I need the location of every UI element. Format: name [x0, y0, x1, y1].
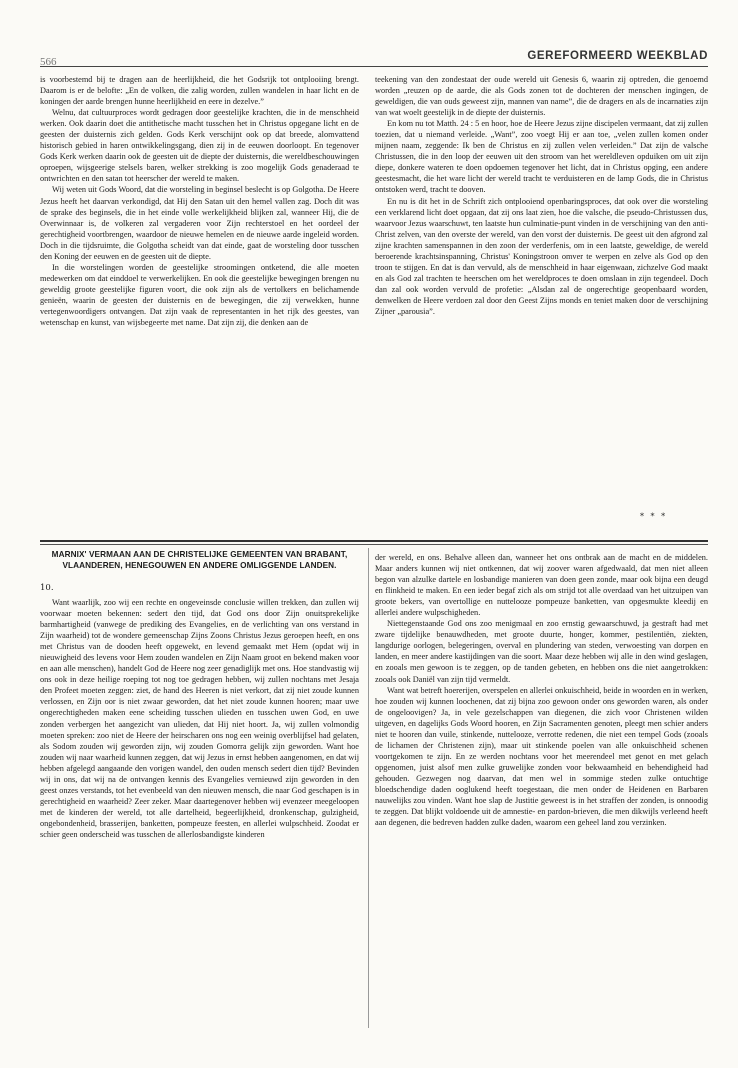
paragraph: En nu is dit het in de Schrift zich ontplooiend openbaringsproces, dat ook over die worsteling een verklarend licht doet opgaan, dat zij ons laat zien, hoe die valsche, die pseudo-Christussen dus, waarvoor Jezus waarschuwt, ten laatste hun culminatie-punt vinden in de verschijning van den anti-Christ zelven, van den overste der wereld, van den vorst der duisternis. De geest uit den afgrond zal zijne krachten samenspannen in den zoon der verderfenis, om in een laatste, geweldige, de wereld beroerende krachtsinspanning, Christus' Koningstroon omver te werpen en zelve als God op den troon te stijgen. En dat is dan vervuld, als de menschheid in haar eigenwaan, zichzelve God maakt en als God zal trachten te heerschen om het wereldproces te doen omslaan in zijn tegendeel. Doch dan zal ook worden vervuld de profetie: „Alsdan zal de ongerechtige geopenbaard worden, denwelken de Heere verdoen zal door den Geest Zijns monds en teniet maken door de verschijning Zijner „parousia”.	[375, 196, 708, 316]
paragraph: teekening van den zondestaat der oude wereld uit Genesis 6, waarin zij optreden, die genoemd worden „reuzen op de aarde, die als Gods zonen tot de dochteren der menschen ingingen, de geweldigen, die van ouds geweest zijn, mannen van name”, die de dragers en als de incarnaties zijn van wat woelt geestelijk in de diepte der duisternis.	[375, 75, 708, 118]
page-number: 566	[40, 56, 57, 68]
paragraph: der wereld, en ons. Behalve alleen dan, wanneer het ons ontbrak aan de macht en de middelen. Maar anders kunnen wij niet ontkennen, dat wij zoover waren afgedwaald, dat men niet alleen begon van alzulke dartele en losbandige manieren van doen geen zonde, maar ook bijna een deugd en flinkheid te maken. En een ieder begaf zich als om strijd tot alle overdaad van het uitzuipen van groote bekers, van overtollige en nuttelooze pompeuze banketten, van opgesmukte kleedij en allerlei andere wulpschigheden.	[375, 553, 708, 618]
paragraph: In die worstelingen worden de geestelijke stroomingen ontketend, die alle moeten medewerken om dat einddoel te verwerkelijken. En ook die geestelijke bewegingen brengen nu geweldig groote geestelijke figuren voort, die ook zijn als de vertolkers en belichamende genieën, waarin de geesten der duisternis en de bewegingen, die zij verwekken, hunne vertegenwoordigers ontvangen. Dat zijn vaak de representanten in het rijk des geestes, van wetenschap en kunst, van wijsbegeerte met name. Dat zijn zij, die denken aan de	[40, 262, 359, 328]
article2-number: 10.	[40, 583, 54, 593]
article1-right-column	[375, 74, 708, 522]
article2-right-column	[375, 552, 708, 1026]
column-divider	[368, 548, 369, 1028]
paragraph: is voorbestemd bij te dragen aan de heerlijkheid, die het Godsrijk tot ontplooiing brengt. Daarom is er de belofte: „En de volken, die zalig worden, zullen wandelen in haar licht en de koningen der aarde brengen hunne heerlijkheid en eere in dezelve.”	[40, 75, 359, 107]
paragraph: Wij weten uit Gods Woord, dat die worsteling in beginsel beslecht is op Golgotha. De Heere Jezus heeft het daarvan verkondigd, dat Hij den Satan uit den hemel vallen zag. Doch dit was de sprake des beginsels, die in het einde volle werkelijkheid blijken zal, wanneer Hij, die de Overwinnaar is, de volkeren zal vergaderen voor Zijn rechterstoel en het oordeel der gerechtigheid voortbrengen, waardoor de nieuwe hemelen en de nieuwe aarde ingeleid worden. Doch in die tijdsruimte, die Golgotha scheidt van dat einde, gaat de worsteling door tusschen den Koning der eeuwen en de geesten uit de diepte.	[40, 185, 359, 261]
section-divider	[40, 540, 708, 542]
paragraph: En kom nu tot Matth. 24 : 5 en hoor, hoe de Heere Jezus zijne discipelen vermaant, dat zij zullen toezien, dat u niemand verleide. „Want”, zoo voegt Hij er aan toe, „velen zullen komen onder mijnen naam, zeggende: Ik ben de Christus en zij zullen velen verleiden.” Dat zijn de valsche Christussen, die in den loop der eeuwen uit den stroom van het wereldleven opduiken om uit zijn diepe, donkere wateren te doen opdoemen tegenover het licht, dat in Christus opging, een andere geestesmacht, die het ware licht der wereld tracht te verduisteren en de lamp Gods, die in Christus ontstoken werd, tracht te dooven.	[375, 119, 708, 195]
paragraph: Want waarlijk, zoo wij een rechte en ongeveinsde conclusie willen trekken, dan zullen wij voorwaar moeten bekennen: sedert den tijd, dat God ons door Zijn onuitsprekelijke barmhartigheid (vanwege de prediking des Evangelies, en de verlichting van ons verstand in Zijn waarheid) tot de wondere gemeenschap Zijns Zoons Christus Jezus geroepen heeft, en ons met Christus van de dooden heeft opgewekt, en levend gemaakt met Hem (opdat wij in nieuwigheid des levens voor Hem zouden wandelen en Zijn Naam groot en bekend maken voor en aan alle menschen), handelt God de Heere nog zeer genadiglijk met ons. Hoe standvastig wij ons ook in deze heilige roeping tot nog toe gedragen hebben, wij zullen nochtans met Jesaja den Profeet moeten zeggen: ziet, de hand des Heeren is niet verkort, dat zij niet zoude kunnen verlossen, en Zijn oor is niet zwaar geworden, dat het niet zoude kunnen hooren; maar uwe ongerechtigheden maken eene scheiding tusschen ulieden en tusschen uwen God, en uwe zonden verbergen het aangezicht van ulieden, dat Hij niet hoort. Ja, wij zullen volmondig moeten spreken: zoo niet de Heere der heirscharen ons nog een weinig overblijfsel had gelaten, als Sodom zouden wij geworden zijn, wij zouden Gomorra gelijk zijn geworden. Want hoe zouden wij naar waarheid kunnen zeggen, dat wij Jezus in ernst hebben aangenomen, en dat wij hebben afgelegd aangaande den vorigen wandel, den ouden mensch sedert dien tijd? Bevinden wij in ons, dat wij na de ontvangen kennis des Evangelies vernieuwd zijn geworden in den geest onzes verstands, tot het evenbeeld van den nieuwen mensch, die naar God geschapen is in gerechtigheid en waarheid? Zeer zeker. Maar daartegenover hebben wij evenzeer meegeloopen met de kinderen der wereld, tot alle dartelheid, begeerlijkheid, dronkenschap, gulzigheid, ongebondenheid, brasserijen, banketten, pompeuze feesten, en allerlei wulpschheid. Zoodat er schier geen onderscheid was tusschen de allerlosbandigste kinderen	[40, 598, 359, 839]
section-stars: * * *	[640, 512, 668, 521]
paragraph: Want wat betreft hoererijen, overspelen en allerlei onkuischheid, beide in woorden en in werken, hoe zouden wij kunnen loochenen, dat zij bijna zoo gewoon onder ons geworden waren, als onder de ongeloovigen? Ja, in vele gezelschappen van diegenen, die zich voor Christenen wilden uitgeven, en dagelijks Gods Woord hooren, en Zijn Sacramenten genoten, pleegt men schier anders niet te hooren dan vuile, stinkende, nuttelooze, verrotte redenen, die niet een tempel Gods (zooals de lichamen der Christenen zijn), maar uit stinkende poelen van alle onkuischheid schenen voortgekomen te zijn. En ze werden nochtans voor het meerendeel met genot en met gelach opgenomen, juist alsof men zulke gruwelijke zonden voor bekwaamheid en behendigheid had gehouden. Gezwegen nog daarvan, dat men wel in sommige steden zulke ontuchtige bloedschendige daden ooglukend heeft toegestaan, die men onder de Heidenen en Barbaren nauwelijks zou vinden. Want hoe slap de Justitie geweest is in het straffen der zonden, is onnoodig te zeggen. Dat blijkt voldoende uit de amnestie- en pardon-brieven, die men dikwijls verleend heeft aan degenen, die bedreven hadden zulke daden, waarom een geheel land zou verzinken.	[375, 685, 708, 828]
header-rule	[40, 66, 708, 67]
article1-left-column	[40, 74, 359, 552]
article2-title: MARNIX' VERMAAN AAN DE CHRISTELIJKE GEMEENTEN VAN BRABANT, VLAANDEREN, HENEGOUWEN EN ANDERE OMLIGGENDE LANDEN.	[51, 550, 348, 570]
paragraph: Niettegenstaande God ons zoo menigmaal en zoo ernstig gewaarschuwd, ja gestraft had met zware tijdelijke benauwdheden, met groote duurte, honger, kommer, pestilentiën, ziekten, langdurige oorlogen, belegeringen, overval en plundering van steden, verwoesting van dorpen en landen, en meer andere kastijdingen van die soort. Maar deze hebben wij alle in den wind geslagen, en zooals men gewoon is te zeggen, op de tanden gebeten, en hebben ons die niet aangetrokken: zooals ook Daniël van zijn tijd vermeldt.	[375, 619, 708, 684]
publication-title: GEREFORMEERD WEEKBLAD	[527, 50, 708, 62]
article2-left-column	[40, 597, 359, 1029]
section-divider-thin	[40, 544, 708, 545]
paragraph: Welnu, dat cultuurproces wordt gedragen door geestelijke krachten, die in de menschheid werken. Ook daarin doet die antithetische macht tusschen het in Christus opgegane licht en de geesten der duisternis zich gelden. Gods Kerk verschijnt ook op dat breede, alomvattend historisch gebied in haren ontwikkelingsgang, dien zij in de eeuwen doorloopt. En tegenover Gods Kerk werken daarin ook de geesten uit de diepte der duisternis, die wereldbeschouwingen oproepen, wijsgeerige stelsels baren, welker strekking is zoo mogelijk Gods genaderaad te ontwrichten en den satan tot heerscher der wereld te maken.	[40, 108, 359, 184]
